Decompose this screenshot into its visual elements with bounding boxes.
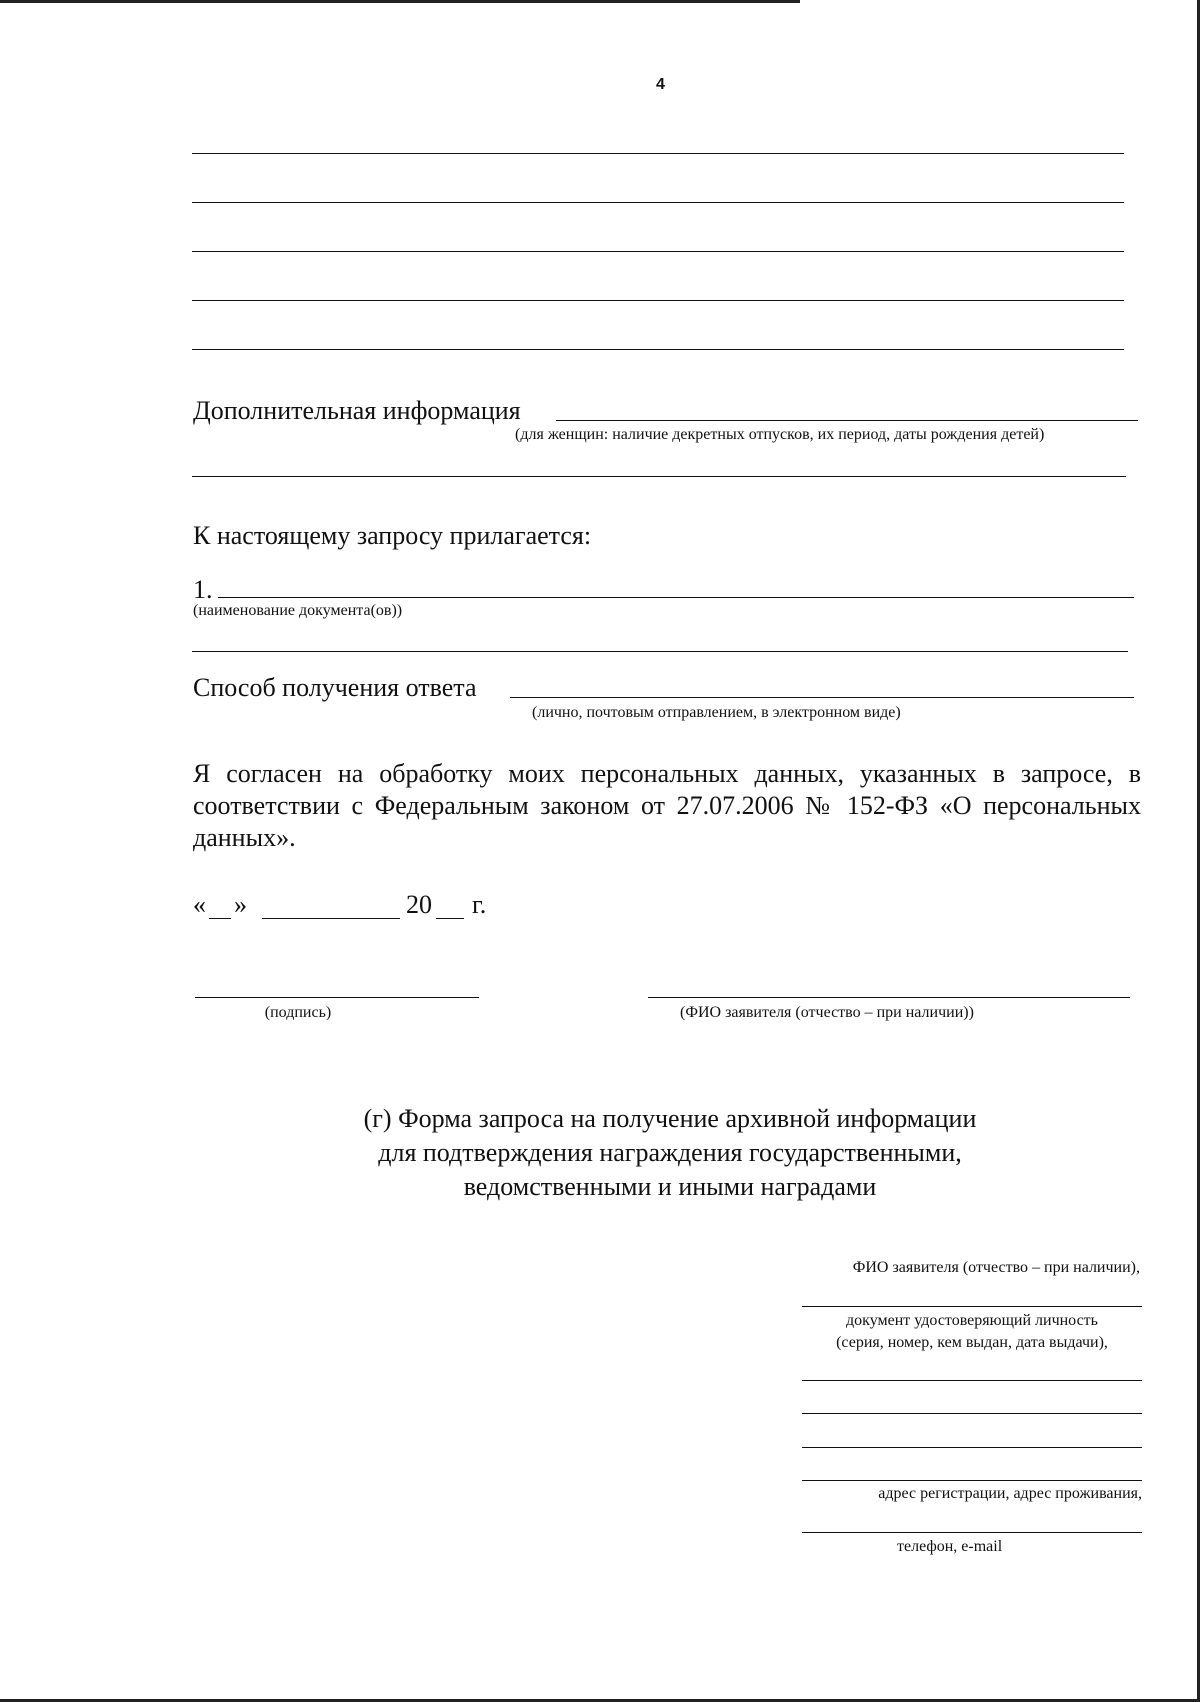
attachments-hint: (наименование документа(ов))	[193, 602, 403, 619]
id-document-line-1	[802, 1380, 1142, 1381]
id-document-line-2	[802, 1413, 1142, 1414]
additional-info-line-2	[192, 476, 1126, 477]
consent-paragraph: Я согласен на обработку моих персональных данных, указанных в запросе, в соответствии с Федеральным законом от 27.07.2006 № 152-ФЗ «О персональных данных».	[193, 759, 1141, 852]
scan-border-top	[0, 0, 800, 3]
attachment-item-number: 1.	[193, 575, 213, 604]
date-month-field	[262, 918, 400, 919]
blank-line-5	[192, 349, 1124, 350]
form-g-title-line-1: (г) Форма запроса на получение архивной информации	[363, 1104, 977, 1133]
form-g-title-line-3: ведомственными и иными наградами	[463, 1172, 877, 1201]
additional-info-field	[556, 420, 1138, 421]
blank-line-2	[192, 202, 1124, 203]
applicant-fio-line	[802, 1306, 1142, 1307]
form-g-title	[190, 1102, 1150, 1204]
date-day-field	[209, 918, 231, 919]
response-method-hint: (лично, почтовым отправлением, в электронном виде)	[532, 704, 901, 721]
applicant-fio-hint: (ФИО заявителя (отчество – при наличии))	[680, 1004, 974, 1021]
id-document-caption-2: (серия, номер, кем выдан, дата выдачи),	[836, 1334, 1108, 1351]
form-g-title-line-2: для подтверждения награждения государственными,	[378, 1138, 962, 1167]
page-number: 4	[656, 76, 665, 93]
blank-line-4	[192, 300, 1124, 301]
date-year-prefix: 20	[406, 890, 432, 919]
date-year-field	[436, 918, 464, 919]
address-caption: адрес регистрации, адрес проживания,	[878, 1485, 1142, 1502]
attachment-field-1	[218, 597, 1134, 598]
blank-line-3	[192, 251, 1124, 252]
blank-line-1	[192, 153, 1124, 154]
applicant-fio-caption: ФИО заявителя (отчество – при наличии),	[852, 1259, 1140, 1276]
attachments-heading: К настоящему запросу прилагается:	[193, 521, 592, 550]
signature-field	[195, 997, 479, 998]
date-year-suffix: г.	[472, 890, 487, 919]
response-method-label: Способ получения ответа	[193, 673, 477, 702]
attachment-field-2	[192, 651, 1128, 652]
date-open-quote: «	[193, 890, 206, 919]
contacts-caption: телефон, e-mail	[897, 1538, 1003, 1555]
additional-info-hint: (для женщин: наличие декретных отпусков, их период, даты рождения детей)	[515, 426, 1045, 443]
signature-hint: (подпись)	[264, 1004, 332, 1021]
id-document-line-3	[802, 1447, 1142, 1448]
date-close-quote: »	[234, 890, 247, 919]
applicant-fio-field	[648, 997, 1130, 998]
contacts-line	[802, 1532, 1142, 1533]
response-method-field	[510, 697, 1134, 698]
id-document-caption-1: документ удостоверяющий личность	[846, 1312, 1098, 1329]
address-line	[802, 1480, 1142, 1481]
additional-info-label: Дополнительная информация	[193, 396, 521, 425]
